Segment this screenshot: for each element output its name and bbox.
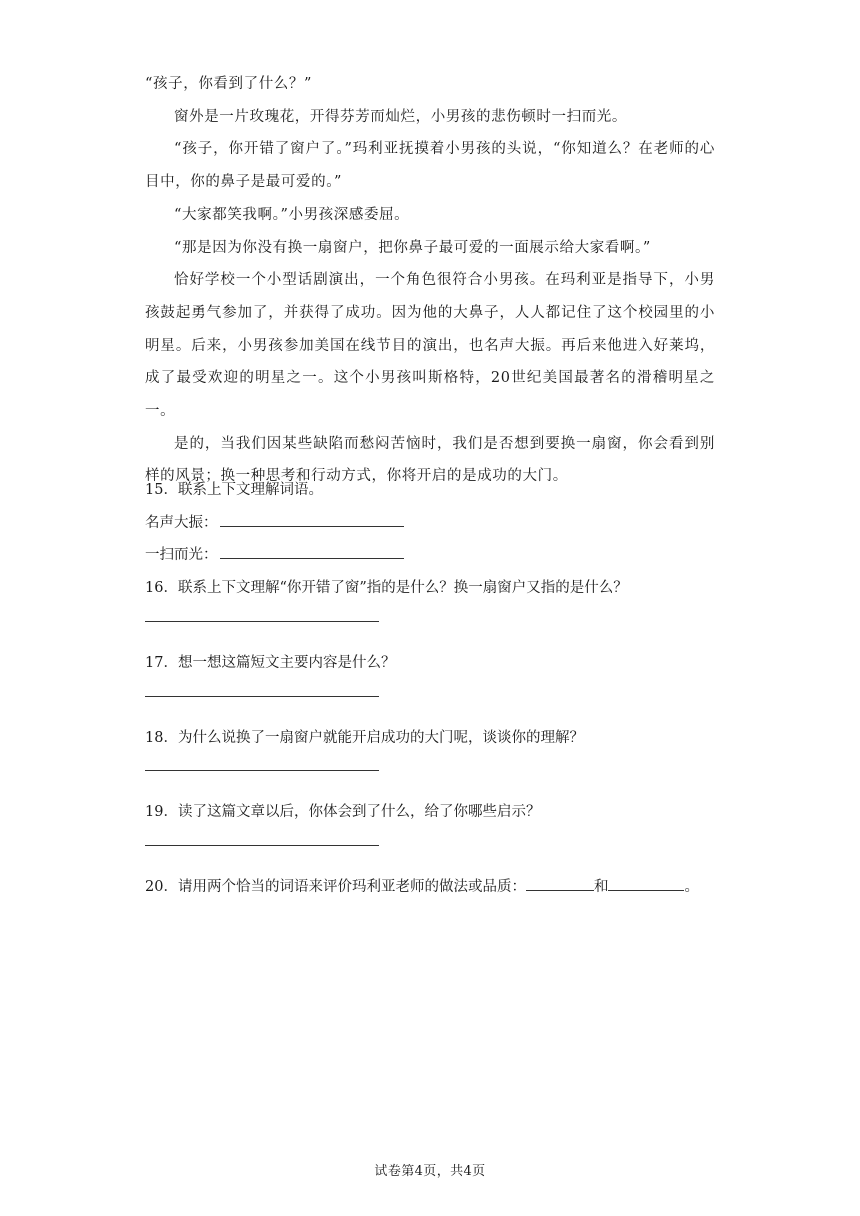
answer-line-18[interactable]	[145, 769, 379, 771]
reading-passage	[145, 68, 715, 493]
question-20-and: 和	[593, 878, 609, 895]
question-15-term-1	[145, 507, 735, 540]
passage-paragraph-2: 窗外是一片玫瑰花，开得芬芳而灿烂，小男孩的悲伤顿时一扫而光。	[174, 108, 627, 125]
question-20-text: 20．请用两个恰当的词语来评价玛利亚老师的做法或品质：	[145, 878, 526, 895]
answer-blank-20-1[interactable]	[526, 874, 594, 891]
answer-blank-15-1[interactable]	[220, 510, 404, 527]
page-footer: 试卷第4页，共4页	[374, 1164, 486, 1179]
passage-paragraph-4: “大家都笑我啊。”小男孩深感委屈。	[174, 206, 410, 223]
answer-blank-20-2[interactable]	[608, 874, 684, 891]
question-17: 17．想一想这篇短文主要内容是什么？	[145, 654, 396, 671]
question-15: 15．联系上下文理解词语。	[145, 482, 323, 498]
question-15-term-2	[145, 539, 735, 572]
term-label-1: 名声大振：	[145, 514, 218, 531]
answer-line-19[interactable]	[145, 844, 379, 846]
passage-paragraph-5: “那是因为你没有换一扇窗户，把你鼻子最可爱的一面展示给大家看啊。”	[174, 239, 651, 256]
answer-blank-15-2[interactable]	[220, 542, 404, 559]
question-16: 16．联系上下文理解“你开错了窗”指的是什么？换一扇窗户又指的是什么？	[145, 580, 628, 597]
question-20	[145, 871, 735, 904]
passage-paragraph-7: 是的，当我们因某些缺陷而愁闷苦恼时，我们是否想到要换一扇窗，你会看到别样的风景；换一种思考和行动方式，你将开启的是成功的大门。	[145, 435, 715, 485]
term-label-2: 一扫而光：	[145, 547, 218, 564]
passage-paragraph-3: “孩子，你开错了窗户了。”玛利亚抚摸着小男孩的头说，“你知道么？在老师的心目中，你的鼻子是最可爱的。”	[145, 141, 715, 191]
answer-line-17[interactable]	[145, 695, 379, 697]
questions-section	[145, 474, 735, 904]
passage-paragraph-1: “孩子，你看到了什么？”	[145, 76, 313, 92]
question-18: 18．为什么说换了一扇窗户就能开启成功的大门呢，谈谈你的理解？	[145, 729, 584, 746]
question-20-end: 。	[684, 878, 699, 895]
passage-paragraph-6: 恰好学校一个小型话剧演出，一个角色很符合小男孩。在玛利亚是指导下，小男孩鼓起勇气参加了，并获得了成功。因为他的大鼻子，人人都记住了这个校园里的小明星。后来，小男孩参加美国在线节目的演出，也名声大振。再后来他进入好莱坞，成了最受欢迎的明星之一。这个小男孩叫斯格特，20世纪美国最著名的滑稽明星之一。	[145, 272, 715, 420]
answer-line-16[interactable]	[145, 620, 379, 622]
question-19: 19．读了这篇文章以后，你体会到了什么，给了你哪些启示？	[145, 804, 541, 821]
